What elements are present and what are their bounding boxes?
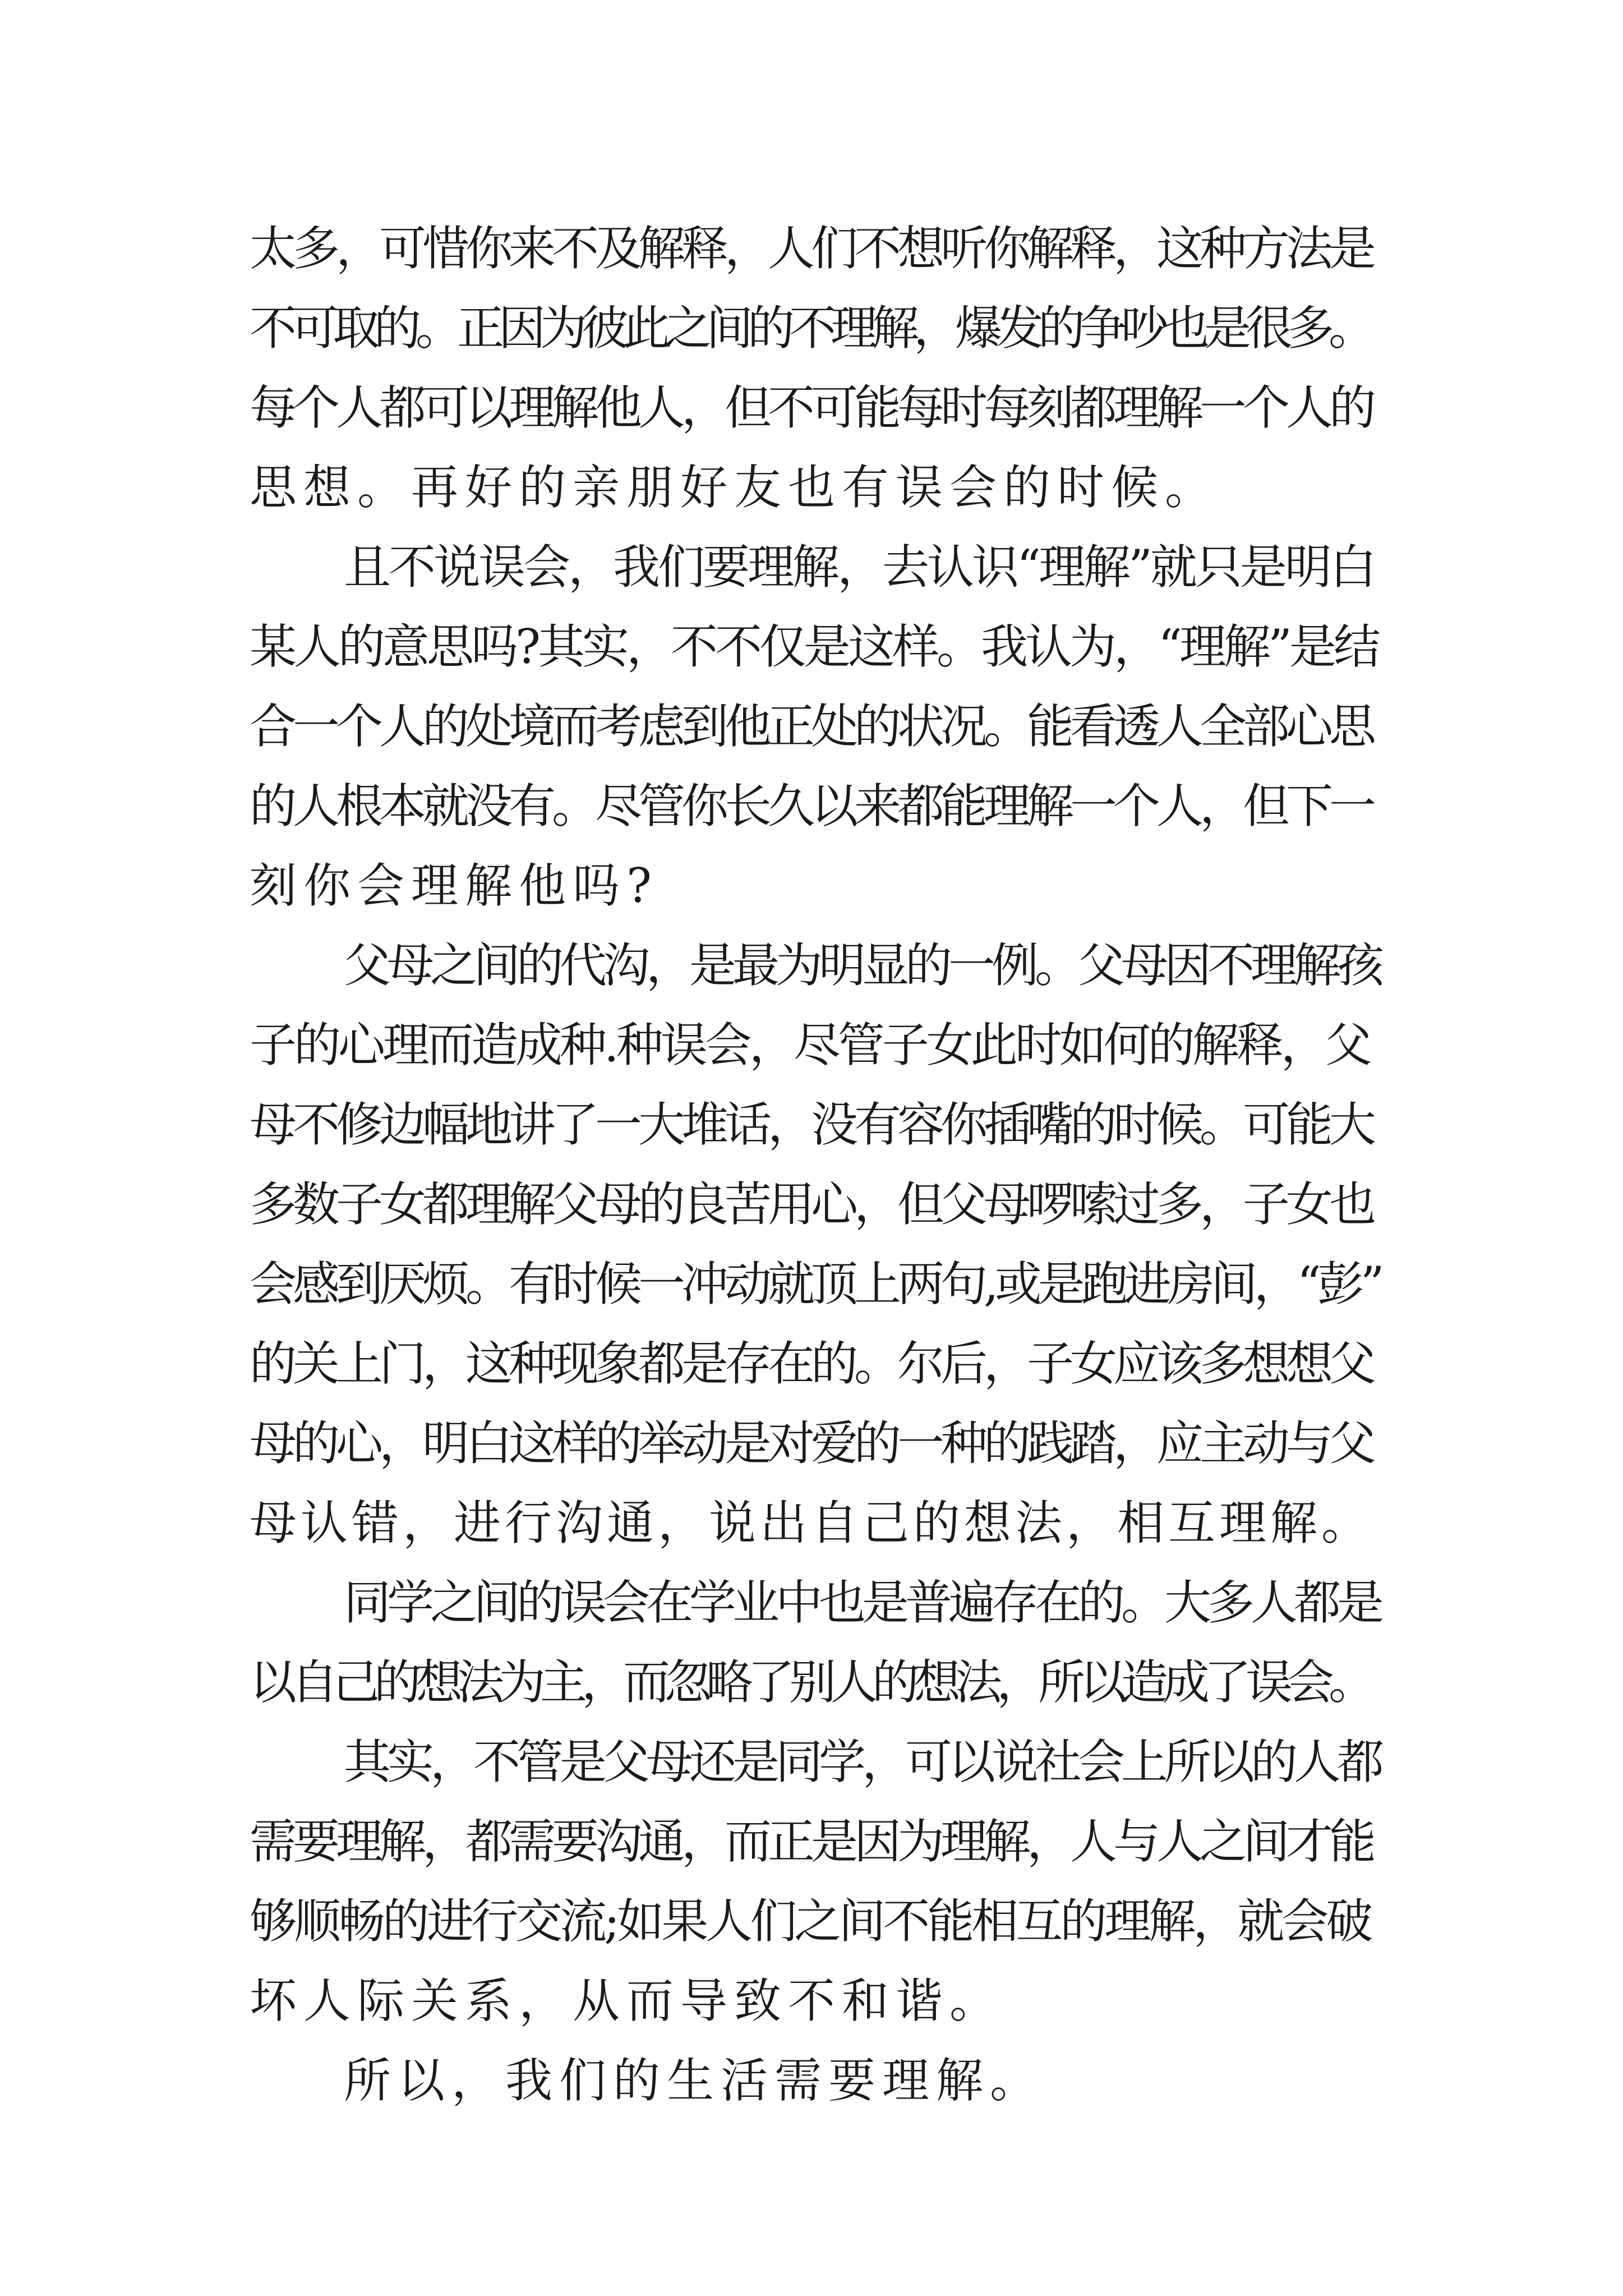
text-line: 每个人都可以理解他人，但不可能每时每刻都理解一个人的 <box>250 380 1373 435</box>
text-line: 的人根本就没有。尽管你长久以来都能理解一个人，但下一 <box>250 779 1373 834</box>
text-line: 合一个人的处境而考虑到他正处的状况。能看透人全部心思 <box>250 699 1373 754</box>
essay-text <box>250 209 1382 2120</box>
text-line: 坏人际关系，从而导致不和谐。 <box>250 1973 1004 2028</box>
text-line: 母认错，进行沟通，说出自己的想法，相互理解。 <box>250 1496 1373 1550</box>
paragraph-start-line: 所以，我们的生活需要理解。 <box>344 2053 1044 2108</box>
text-line: 子的心理而造成种.种误会，尽管子女此时如何的解释，父 <box>250 1018 1370 1073</box>
text-line: 的关上门，这种现象都是存在的。尔后，子女应该多想想父 <box>250 1336 1373 1391</box>
paragraph-start-line: 且不说误会，我们要理解，去认识“理解”就只是明白 <box>344 540 1375 595</box>
text-line: 多数子女都理解父母的良苦用心，但父母啰嗦过多，子女也 <box>250 1177 1373 1232</box>
paragraph-start-line: 父母之间的代沟，是最为明显的一例。父母因不理解孩 <box>344 938 1381 993</box>
paragraph-start-line: 同学之间的误会在学业中也是普遍存在的。大多人都是 <box>344 1575 1381 1630</box>
text-line: 不可取的。正因为彼此之间的不理解，爆发的争吵也是很多。 <box>250 301 1371 356</box>
text-line: 某人的意思吗?其实，不不仅是这样。我认为，“理解”是结 <box>250 619 1378 674</box>
text-line: 够顺畅的进行交流;如果人们之间不能相互的理解，就会破 <box>250 1894 1371 1949</box>
text-line: 需要理解，都需要沟通，而正是因为理解，人与人之间才能 <box>250 1814 1373 1869</box>
text-line: 母不修边幅地讲了一大堆话，没有容你插嘴的时候。可能大 <box>250 1097 1373 1152</box>
paragraph-start-line: 其实，不管是父母还是同学，可以说社会上所以的人都 <box>344 1734 1381 1789</box>
text-line: 母的心，明白这样的举动是对爱的一种的践踏，应主动与父 <box>250 1416 1373 1471</box>
text-line: 以自己的想法为主，而忽略了别人的想法，所以造成了误会。 <box>250 1655 1371 1710</box>
text-line: 刻你会理解他吗? <box>250 858 659 913</box>
text-line: 太多，可惜你来不及解释，人们不想听你解释，这种方法是 <box>250 221 1373 276</box>
text-line: 会感到厌烦。有时候一冲动就顶上两句,或是跑进房间，“彭” <box>250 1257 1381 1312</box>
text-line: 思想。再好的亲朋好友也有误会的时候。 <box>250 460 1219 515</box>
